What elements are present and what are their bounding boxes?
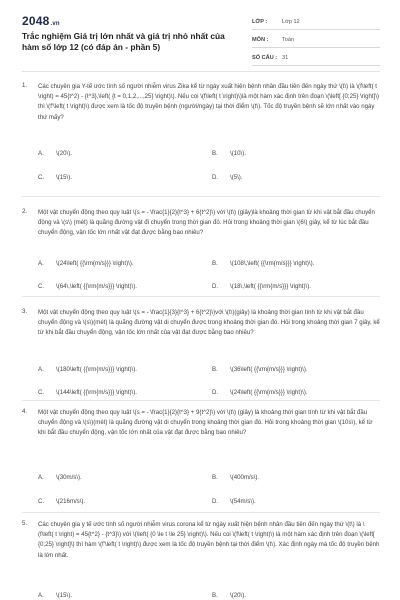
option-b[interactable] [212, 366, 308, 373]
option-label: C. [38, 389, 45, 396]
page-title: Trắc nghiệm Giá trị lớn nhất và giá trị nhỏ nhất của hàm số lớp 12 (có đáp án - phần 5) [22, 31, 225, 52]
question-3 [22, 308, 380, 400]
option-d[interactable] [212, 498, 256, 505]
question-divider [22, 400, 380, 401]
logo-text: 2048 [22, 14, 50, 28]
option-text: \(10\). [230, 150, 246, 157]
option-label: C. [38, 283, 45, 290]
option-label: D. [212, 498, 219, 505]
option-c[interactable] [38, 174, 72, 181]
option-c[interactable] [38, 498, 85, 505]
question-5 [22, 520, 380, 600]
header [0, 0, 400, 64]
option-label: D. [212, 174, 219, 181]
option-d[interactable] [212, 389, 308, 396]
question-text: Một vật chuyển động theo quy luật \(s = - \frac{1}{3}{t^3} + 6{t^2}\)với \(t\)(giây) là khoảng thời gian tính từ khi vật bắt đầu chuyển động và \(s\)(mét) là quãng đường vật di chuyển được trong khoảng thời gian đó. Hỏi trong khoảng thời gian 7 giây, kể từ khi bắt đầu chuyển động, vận tốc lớn nhất của vật đạt được bằng bao nhiêu? [38, 309, 380, 337]
option-b[interactable] [212, 592, 246, 599]
option-label: A. [38, 366, 44, 373]
option-text: \(5\). [230, 174, 243, 181]
option-text: \(144\left( {{\rm{m/s}}} \right)\). [56, 389, 137, 396]
meta-class-key: LỚP : [252, 19, 268, 25]
option-text: \(36\left( {{\rm{m/s}}} \right)\). [230, 366, 308, 373]
question-text: Các chuyên gia y tế ước tính số người nhiễm virus corona kể từ ngày xuất hiện bệnh nhân đầu tiên đến ngày thứ \(t\) là \(f\left( t \right) = 45{t^2} - {t^3}\) với \(\left( {0 \le t \le 25} \right)\). Nếu coi \(f\left( t \right)\) là một hàm xác định trên đoạn \(\left[ {0;25} \right]\) thì hàm \(f'\left( t \right)\) được xem là tốc độ truyền bệnh tại thời điểm \(t\). Xác định ngày mà tốc độ truyền bệnh là lớn nhất. [38, 521, 380, 559]
question-text: Các chuyên gia Y-tế ước tính số người nhiễm virus Zika kể từ ngày xuất hiện bệnh nhân đầu tiên đến ngày thứ \(t\) là \(f\left( t \right) = 45{t^2} - {t^3},\left( {t = 0,1,2,...,25} \right)\). Nếu coi \(f\left( t \right)\)là một hàm xác định trên đoạn \(\left[ {0;25} \right]\) thì \(f'\left( t \right)\) được xem là tốc độ truyền bệnh (người/ngày) tại thời điểm \(t\). Tốc độ truyền bệnh sẽ lớn nhất vào ngày thứ mấy? [38, 83, 380, 121]
option-text: \(20\). [56, 150, 72, 157]
option-label: C. [38, 174, 45, 181]
question-divider [22, 512, 380, 513]
meta-subject [252, 33, 380, 48]
meta-count [252, 51, 380, 66]
option-text: \(18\,\left( {{\rm{m/s}}} \right)\). [230, 283, 311, 290]
option-label: A. [38, 592, 44, 599]
question-number: 1. [22, 82, 28, 89]
option-label: A. [38, 474, 44, 481]
option-text: \(180\left( {{\rm{m/s}}} \right)\). [56, 366, 137, 373]
question-1 [22, 82, 380, 181]
option-a[interactable] [38, 366, 137, 373]
option-label: A. [38, 260, 44, 267]
meta-count-value: 31 [282, 55, 289, 61]
question-text: Một vật chuyển động theo quy luật \(s = - \frac{1}{2}{t^3} + 6{t^2}\) với \(t\) (giây)là khoảng thời gian từ khi vật bắt đầu chuyển động và \(s\) (mét) là quãng đường vật đi chuyển trong thời gian đó. Hỏi trong khoảng thời gian \(6\) giây, kể từ lúc bắt đầu chuyển động, vận tốc lớn nhất vật đạt được bằng bao nhiêu? [38, 209, 375, 237]
option-text: \(64\,\left( {{\rm{m/s}}} \right)\). [56, 283, 137, 290]
question-text: Một vật chuyển động theo quy luật \(s = - \frac{1}{2}{t^3} + 9{t^2}\) với \(t\) (giây) là khoảng thời gian tính từ khi vật bắt đầu chuyển động và \(s\)(mét) là quãng đường vật di chuyển trong khoảng thời gian đó. Hỏi trong khoảng thời gian \(10s\), kể từ khi bắt đầu chuyển động, vận tốc lớn nhất của vật đạt được bằng bao nhiêu? [38, 409, 373, 437]
meta-class-value: Lớp 12 [282, 19, 300, 25]
meta-subject-key: MÔN : [252, 37, 269, 43]
option-text: \(24\left( {{\rm{m/s}}} \right)\). [230, 389, 308, 396]
option-text: \(54m/s\). [230, 498, 256, 505]
option-text: \(216m/s\). [56, 498, 86, 505]
option-b[interactable] [212, 260, 314, 267]
option-text: \(30m/s\). [56, 474, 82, 481]
meta-class [252, 15, 380, 30]
option-b[interactable] [212, 150, 246, 157]
option-a[interactable] [38, 260, 134, 267]
question-4 [22, 408, 380, 508]
question-number: 2. [22, 208, 28, 215]
option-a[interactable] [38, 150, 72, 157]
option-label: D. [212, 389, 219, 396]
option-d[interactable] [212, 283, 311, 290]
option-label: B. [212, 474, 218, 481]
site-logo[interactable] [22, 14, 60, 28]
option-b[interactable] [212, 474, 259, 481]
question-number: 4. [22, 408, 28, 415]
meta-subject-value: Toán [282, 37, 295, 43]
option-text: \(400m/s\). [230, 474, 260, 481]
option-label: B. [212, 592, 218, 599]
meta-count-key: SỐ CÂU : [252, 55, 278, 61]
option-label: B. [212, 366, 218, 373]
option-text: \(108\,\left( {{\rm{m/s}}} \right)\). [230, 260, 315, 267]
question-2 [22, 208, 380, 294]
option-a[interactable] [38, 592, 72, 599]
meta-panel [252, 15, 380, 69]
option-label: B. [212, 150, 218, 157]
option-label: B. [212, 260, 218, 267]
option-label: C. [38, 498, 45, 505]
option-text: \(15\). [56, 174, 72, 181]
header-divider [22, 71, 380, 72]
option-text: \(15\). [56, 592, 72, 599]
question-divider [22, 296, 380, 297]
option-label: A. [38, 150, 44, 157]
question-divider [22, 196, 380, 197]
logo-suffix: .vn [50, 21, 60, 27]
question-number: 5. [22, 520, 28, 527]
option-text: \(20\). [230, 592, 246, 599]
option-c[interactable] [38, 389, 137, 396]
option-label: D. [212, 283, 219, 290]
question-number: 3. [22, 308, 28, 315]
option-a[interactable] [38, 474, 82, 481]
option-text: \(24\left( {{\rm{m/s}}} \right)\). [56, 260, 134, 267]
option-d[interactable] [212, 174, 243, 181]
option-c[interactable] [38, 283, 137, 290]
